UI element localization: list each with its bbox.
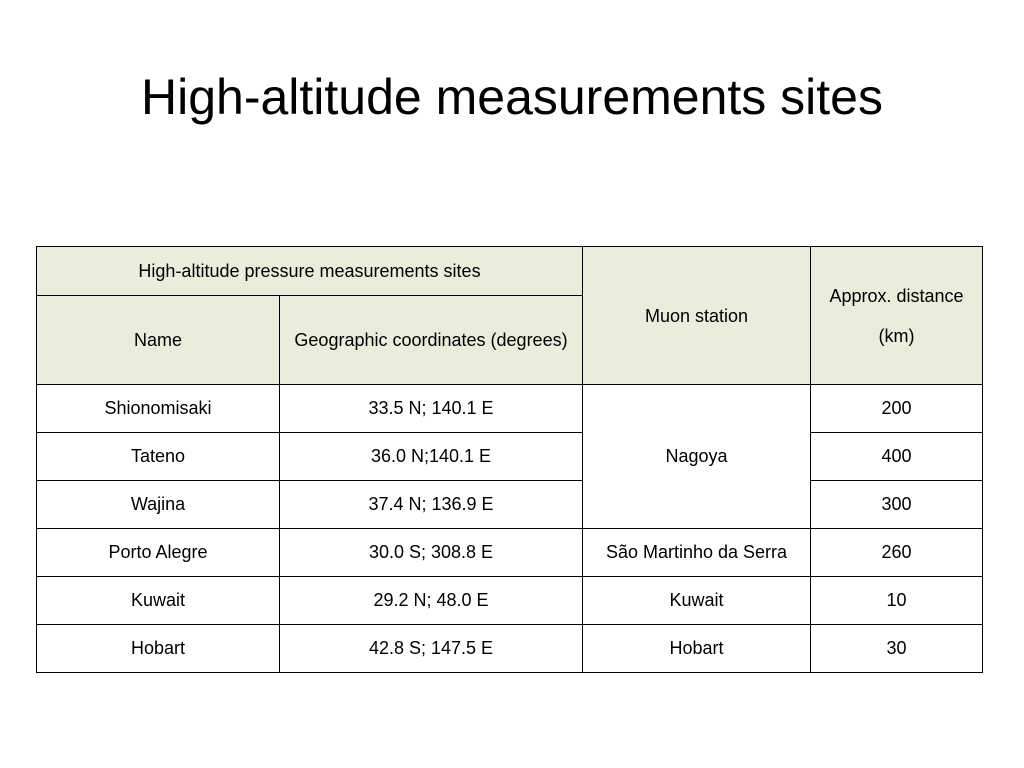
header-name: Name — [37, 296, 280, 385]
cell-coordinates: 33.5 N; 140.1 E — [280, 385, 583, 433]
cell-distance: 200 — [811, 385, 983, 433]
cell-name: Hobart — [37, 625, 280, 673]
group-header-pressure-sites: High-altitude pressure measurements sites — [37, 247, 583, 296]
cell-name: Tateno — [37, 433, 280, 481]
cell-muon-station: Kuwait — [583, 577, 811, 625]
cell-name: Porto Alegre — [37, 529, 280, 577]
table-row — [37, 433, 983, 481]
cell-coordinates: 37.4 N; 136.9 E — [280, 481, 583, 529]
cell-coordinates: 30.0 S; 308.8 E — [280, 529, 583, 577]
sites-table — [36, 246, 983, 673]
cell-coordinates: 29.2 N; 48.0 E — [280, 577, 583, 625]
header-muon-station: Muon station — [583, 247, 811, 385]
cell-distance: 10 — [811, 577, 983, 625]
table-row — [37, 577, 983, 625]
cell-distance: 300 — [811, 481, 983, 529]
cell-coordinates: 36.0 N;140.1 E — [280, 433, 583, 481]
table-row — [37, 385, 983, 433]
cell-muon-station: São Martinho da Serra — [583, 529, 811, 577]
table-row — [37, 481, 983, 529]
table-header-row — [37, 247, 983, 296]
cell-distance: 260 — [811, 529, 983, 577]
cell-distance: 30 — [811, 625, 983, 673]
header-coordinates: Geographic coordinates (degrees) — [280, 296, 583, 385]
cell-name: Wajina — [37, 481, 280, 529]
table-row — [37, 529, 983, 577]
table-row — [37, 625, 983, 673]
cell-muon-station-merged: Nagoya — [583, 385, 811, 529]
slide-title: High-altitude measurements sites — [141, 69, 883, 125]
cell-name: Kuwait — [37, 577, 280, 625]
cell-coordinates: 42.8 S; 147.5 E — [280, 625, 583, 673]
cell-distance: 400 — [811, 433, 983, 481]
cell-name: Shionomisaki — [37, 385, 280, 433]
cell-muon-station: Hobart — [583, 625, 811, 673]
header-distance: Approx. distance (km) — [811, 247, 983, 385]
